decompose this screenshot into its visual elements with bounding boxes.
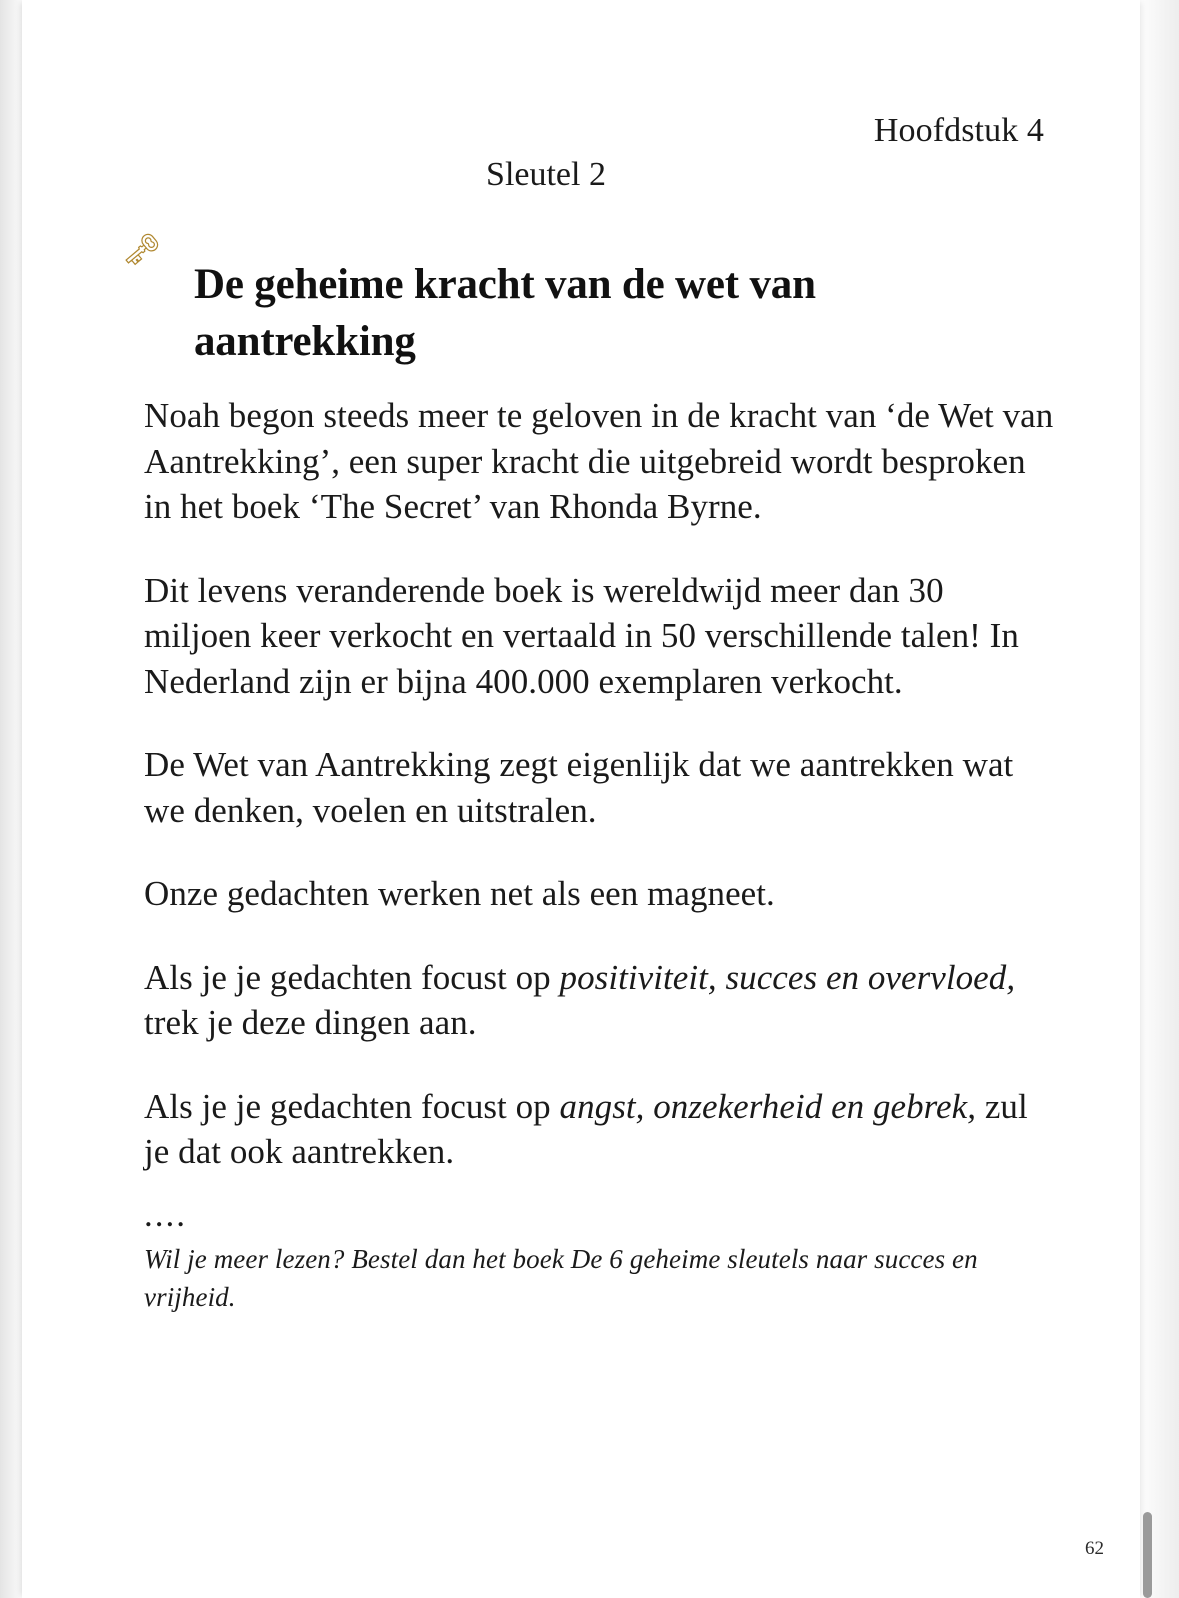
key-label-text: Sleutel 2 [486,156,606,193]
page-gutter-left [0,0,22,1598]
paragraph-5: Als je je gedachten focust op positiviteit, succes en overvloed, trek je deze dingen aan. [144,957,1016,1042]
page-content [22,0,1140,1598]
paragraph-host [144,393,1056,1175]
key-label [22,156,1140,194]
chapter-label: Hoofdstuk 4 [873,112,1044,149]
heading-block [122,228,1002,399]
paragraph-3: De Wet van Aantrekking zegt eigenlijk dat we aantrekken wat we denken, voelen en uitstralen. [144,745,1014,830]
paragraph-1: Noah begon steeds meer te geloven in de kracht van ‘de Wet van Aantrekking’, een super kracht die uitgebreid wordt besproken in het boek ‘The Secret’ van Rhonda Byrne. [144,396,1054,526]
paragraph-2: Dit levens veranderende boek is wereldwijd meer dan 30 miljoen keer verkocht en vertaald in 50 verschillende talen! In Nederland zijn er bijna 400.000 exemplaren verkocht. [144,570,1019,701]
ellipsis-separator: .... [144,1194,187,1234]
heading-row [122,228,1002,399]
emphasis-text: positiviteit, succes en overvloed, [559,957,1016,997]
paragraph-4: Onze gedachten werken net als een magneet. [144,874,775,913]
page-title: De geheime kracht van de wet van aantrekking [194,260,816,365]
footnote-promo: Wil je meer lezen? Bestel dan het boek De 6 geheime sleutels naar succes en vrijheid. [144,1243,978,1312]
book-page [22,0,1140,1598]
scrollbar-track[interactable] [1142,0,1152,1598]
emphasis-text: angst, onzekerheid en gebrek, [559,1086,977,1126]
page-number: 62 [1085,1538,1104,1559]
key-icon: 🗝 [122,232,162,267]
scrollbar-thumb[interactable] [1143,1512,1152,1598]
body-text [144,393,1056,1316]
paragraph-6: Als je je gedachten focust op angst, onzekerheid en gebrek, zul je dat ook aantrekken. [144,1086,1028,1171]
